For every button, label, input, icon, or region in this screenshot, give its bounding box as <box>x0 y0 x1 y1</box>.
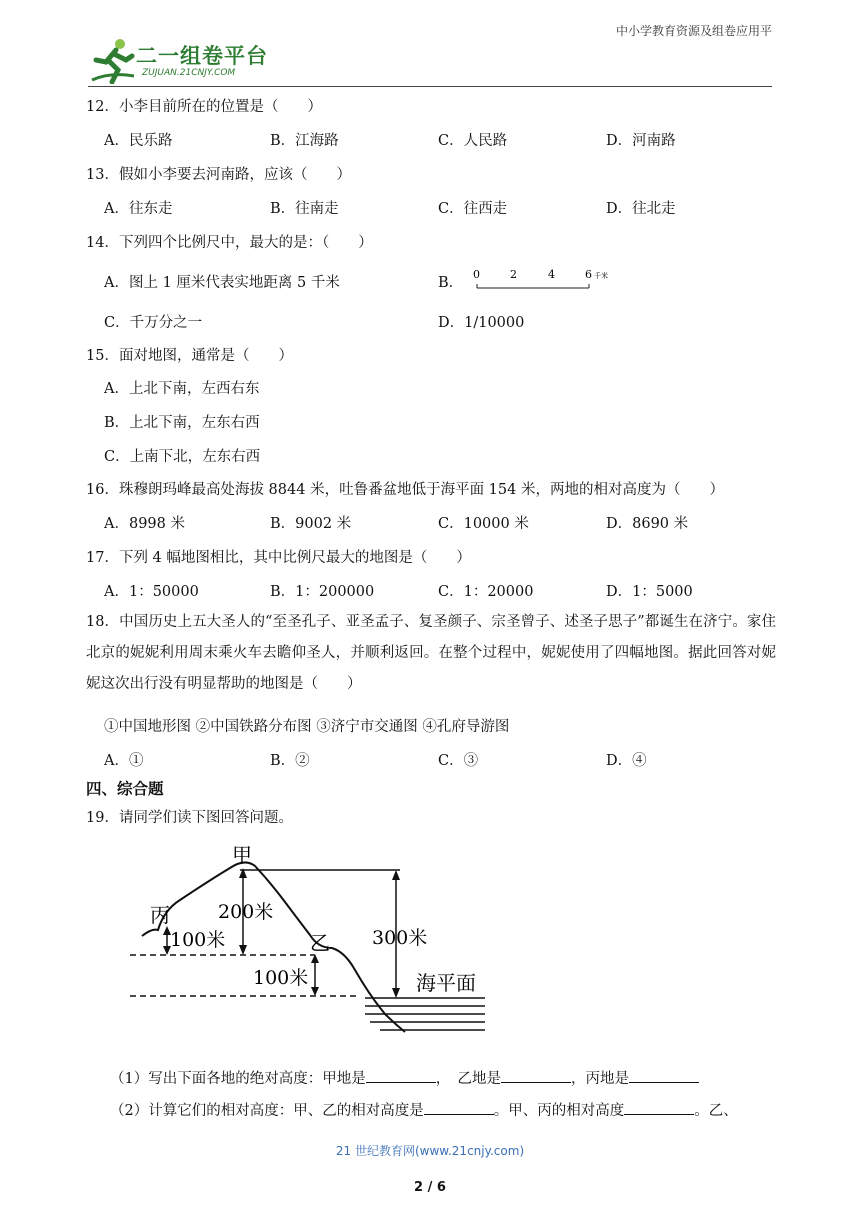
q18-map-list: ①中国地形图 ②中国铁路分布图 ③济宁市交通图 ④孔府导游图 <box>104 719 510 735</box>
q16-option-a[interactable]: A．8998 米 <box>104 516 185 532</box>
page-number: 2 / 6 <box>414 1180 446 1195</box>
label-yi: 乙 <box>310 931 330 955</box>
answer-blank-jia[interactable] <box>366 1068 436 1083</box>
runner-logo-icon <box>90 36 136 84</box>
q19-sub1: （1）写出下面各地的绝对高度：甲地是 ， 乙地是 ，丙地是 <box>110 1067 699 1088</box>
q13-option-c[interactable]: C．往西走 <box>438 201 508 217</box>
q18-option-a[interactable]: A．① <box>104 753 144 769</box>
answer-blank-jia-bing[interactable] <box>624 1100 694 1115</box>
q12-option-c[interactable]: C．人民路 <box>438 133 508 149</box>
label-100m-yi: 100米 <box>253 967 309 989</box>
q17-option-a[interactable]: A．1：50000 <box>104 584 199 600</box>
elevation-diagram <box>100 840 500 1040</box>
answer-blank-bing[interactable] <box>629 1068 699 1083</box>
svg-text:6: 6 <box>585 268 592 281</box>
svg-text:千米: 千米 <box>594 272 608 280</box>
q18-option-d[interactable]: D．④ <box>606 753 647 769</box>
label-200m: 200米 <box>218 901 274 923</box>
logo-title: 二一组卷平台 <box>136 44 268 68</box>
question-13: 13．假如小李要去河南路，应该（ ） <box>86 167 351 183</box>
label-bing: 丙 <box>150 903 170 927</box>
q14-option-b[interactable]: B． <box>438 275 464 291</box>
label-100m-bing: 100米 <box>170 929 226 951</box>
question-19: 19．请同学们读下图回答问题。 <box>86 810 293 826</box>
question-12: 12．小李目前所在的位置是（ ） <box>86 99 322 115</box>
q16-option-c[interactable]: C．10000 米 <box>438 516 529 532</box>
label-300m: 300米 <box>372 927 428 949</box>
q16-option-b[interactable]: B．9002 米 <box>270 516 352 532</box>
q13-option-b[interactable]: B．往南走 <box>270 201 339 217</box>
svg-text:0: 0 <box>473 268 480 281</box>
site-logo[interactable] <box>90 36 290 84</box>
q13-option-a[interactable]: A．往东走 <box>104 201 173 217</box>
q18-option-b[interactable]: B．② <box>270 753 310 769</box>
q14-option-a[interactable]: A．图上 1 厘米代表实地距离 5 千米 <box>104 275 340 291</box>
q14-option-d[interactable]: D．1/10000 <box>438 315 525 331</box>
question-14: 14．下列四个比例尺中，最大的是：（ ） <box>86 235 373 251</box>
header-divider <box>88 86 772 87</box>
q14-option-c[interactable]: C．千万分之一 <box>104 315 203 331</box>
q17-option-c[interactable]: C．1：20000 <box>438 584 534 600</box>
question-16: 16．珠穆朗玛峰最高处海拔 8844 米，吐鲁番盆地低于海平面 154 米，两地的相对高度为（ ） <box>86 482 724 498</box>
question-17: 17．下列 4 幅地图相比，其中比例尺最大的地图是（ ） <box>86 550 471 566</box>
q19-sub2: （2）计算它们的相对高度：甲、乙的相对高度是 。甲、丙的相对高度 。乙、 <box>110 1099 738 1120</box>
logo-subtitle: ZUJUAN.21CNJY.COM <box>142 68 236 78</box>
q17-option-d[interactable]: D．1：5000 <box>606 584 693 600</box>
question-18: 18．中国历史上五大圣人的“至圣孔子、亚圣孟子、复圣颜子、宗圣曾子、述圣子思子”都诞生在济宁。家住北京的妮妮利用周末乘火车去瞻仰圣人，并顺利返回。在整个过程中，妮妮使用了四幅地图。据此回答对妮妮这次出行没有明显帮助的地图是（ ） <box>86 614 777 692</box>
answer-blank-yi[interactable] <box>501 1068 571 1083</box>
svg-text:2: 2 <box>510 268 517 281</box>
q13-option-d[interactable]: D．往北走 <box>606 201 676 217</box>
footer-link[interactable]: 21 世纪教育网(www.21cnjy.com) <box>335 1144 525 1158</box>
q15-option-b[interactable]: B．上北下南，左东右西 <box>104 415 260 431</box>
q18-option-c[interactable]: C．③ <box>438 753 479 769</box>
label-jia: 甲 <box>232 843 252 867</box>
q15-option-a[interactable]: A．上北下南，左西右东 <box>104 381 260 397</box>
section-title: 四、综合题 <box>86 780 164 798</box>
q12-option-a[interactable]: A．民乐路 <box>104 133 173 149</box>
question-15: 15．面对地图，通常是（ ） <box>86 348 293 364</box>
q12-option-d[interactable]: D．河南路 <box>606 133 676 149</box>
label-sea-level: 海平面 <box>416 971 476 995</box>
svg-text:4: 4 <box>548 268 555 281</box>
q17-option-b[interactable]: B．1：200000 <box>270 584 375 600</box>
header-site-title: 中小学教育资源及组卷应用平 <box>615 24 772 38</box>
q15-option-c[interactable]: C．上南下北，左东右西 <box>104 449 261 465</box>
q12-option-b[interactable]: B．江海路 <box>270 133 339 149</box>
line-scale-bar <box>470 266 630 294</box>
answer-blank-jia-yi[interactable] <box>424 1100 494 1115</box>
q16-option-d[interactable]: D．8690 米 <box>606 516 689 532</box>
